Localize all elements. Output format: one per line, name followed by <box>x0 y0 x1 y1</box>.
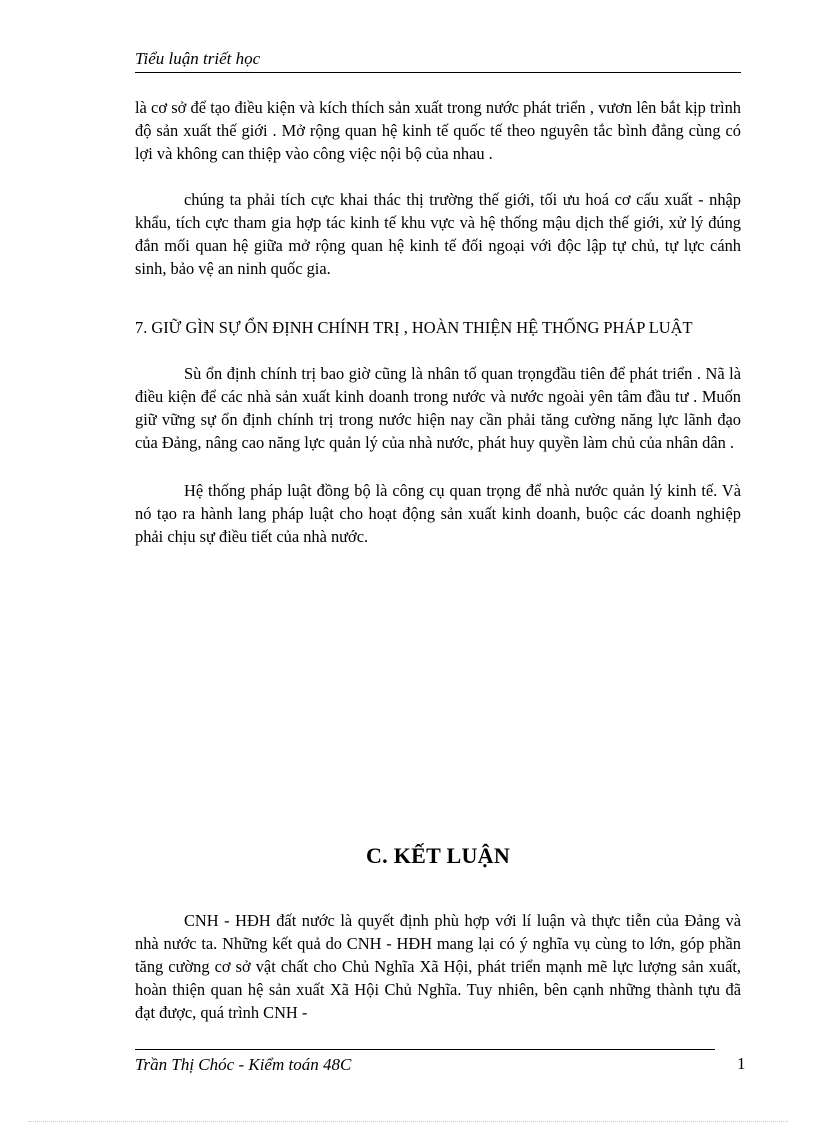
paragraph-2: chúng ta phải tích cực khai thác thị trường thế giới, tối ưu hoá cơ cấu xuất - nhập khẩu, tích cực tham gia hợp tác kinh tế khu vực và hệ thống mậu dịch thế giới, xử lý đúng đắn mối quan hệ giữa mở rộng quan hệ kinh tế đối ngoại với độc lập tự chủ, tự lực cánh sinh, bảo vệ an ninh quốc gia. <box>135 190 741 278</box>
footer-rule <box>135 1049 715 1050</box>
page-header-title: Tiểu luận triết học <box>135 49 261 68</box>
footer-author: Trần Thị Chóc - Kiểm toán 48C <box>135 1055 352 1074</box>
paragraph-5: CNH - HĐH đất nước là quyết định phù hợp với lí luận và thực tiễn của Đảng và nhà nước ta. Những kết quả do CNH - HĐH mang lại có ý nghĩa vụ cùng to lớn, góp phần tăng cường cơ sở vật chất cho Chủ Nghĩa Xã Hội, phát triển mạnh mẽ lực lượng sản xuất, hoàn thiện quan hệ sản xuất Xã Hội Chủ Nghĩa. Tuy nhiên, bên cạnh những thành tựu đã đạt được, quá trình CNH - <box>135 911 741 1022</box>
section-7-heading: 7. GIỮ GÌN SỰ ỔN ĐỊNH CHÍNH TRỊ , HOÀN THIỆN HỆ THỐNG PHÁP LUẬT <box>135 318 693 337</box>
paragraph-3: Sù ổn định chính trị bao giờ cũng là nhân tố quan trọngđầu tiên để phát triển . Nã là điều kiện để các nhà sản xuất kinh doanh trong nước và nước ngoài yên tâm đầu tư . Muốn giữ vững sự ổn định chính trị trong nước hiện nay cần phải tăng cường năng lực lãnh đạo của Đảng, nâng cao năng lực quản lý của nhà nước, phát huy quyền làm chủ của nhân dân . <box>135 364 741 452</box>
page-edge-dotted-line <box>28 1121 788 1122</box>
paragraph-1: là cơ sở để tạo điều kiện và kích thích sản xuất trong nước phát triển , vươn lên bắt kịp trình độ sản xuất thế giới . Mở rộng quan hệ kinh tế quốc tế theo nguyên tắc bình đẳng cùng có lợi và không can thiệp vào công việc nội bộ của nhau . <box>135 98 741 163</box>
header-rule <box>135 72 741 73</box>
paragraph-4: Hệ thống pháp luật đồng bộ là công cụ quan trọng để nhà nước quản lý kinh tế. Và nó tạo ra hành lang pháp luật cho hoạt động sản xuất kinh doanh, buộc các doanh nghiệp phải chịu sự điều tiết của nhà nước. <box>135 481 741 546</box>
conclusion-heading: C. KẾT LUẬN <box>365 843 511 868</box>
page-number: 1 <box>737 1054 746 1073</box>
